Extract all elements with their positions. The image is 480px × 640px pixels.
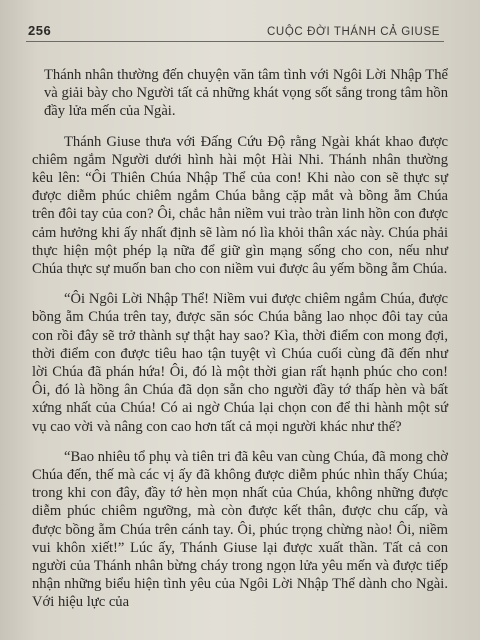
- paragraph: “Bao nhiêu tổ phụ và tiên tri đã kêu van cùng Chúa, đã mong chờ Chúa đến, thế mà các vị ấy đã không được diễm phúc nhìn thấy Chúa; trong khi con đây, đầy tớ hèn mọn nhất của Chúa, không những được diễm phúc chiêm ngưỡng, mà còn được kết thân, được chu cấp, và được bồng ẵm Chúa trên cánh tay. Ôi, phúc trọng chừng nào! Ôi, niềm vui khôn xiết!” Lúc ấy, Thánh Giuse lại được xuất thần. Tất cả con người của Thánh nhân bừng cháy trong ngọn lửa yêu mến và được tiếp nhận những biểu hiện tình yêu của Ngôi Lời Nhập Thể dành cho Ngài. Với hiệu lực của: [32, 448, 448, 611]
- page-number: 256: [28, 23, 52, 38]
- header-rule: [26, 41, 444, 42]
- body-text: [32, 66, 448, 624]
- paragraph: Thánh nhân thường đến chuyện văn tâm tình với Ngôi Lời Nhập Thể và giải bày cho Người tất cả những khát vọng sốt sắng trong tâm hồn đầy lửa mến của Ngài.: [44, 67, 448, 120]
- running-header: [28, 18, 440, 38]
- running-title: CUỘC ĐỜI THÁNH CẢ GIUSE: [267, 26, 440, 38]
- paragraph: “Ôi Ngôi Lời Nhập Thể! Niềm vui được chiêm ngắm Chúa, được bồng ẵm Chúa trên tay, được săn sóc Chúa bằng lao nhọc đôi tay của con rồi đây sẽ trở thành sự thật hay sao? Kìa, thời điểm con mong đợi, thời điểm con được tiêu hao tận tuyệt vì Chúa cuối cùng đã đến như lời Chúa đã phán hứa! Ôi, đó là một thời gian rất hạnh phúc cho con! Ôi, đó là hồng ân Chúa đã dọn sẵn cho người đầy tớ thấp hèn và bất xứng nhất của Chúa! Có ai ngờ Chúa lại chọn con để thi hành một sứ vụ cao vời và nâng con cao hơn tất cả mọi người khác như thế?: [32, 291, 448, 435]
- paragraph: Thánh Giuse thưa với Đấng Cứu Độ rằng Ngài khát khao được chiêm ngắm Người dưới hình hài một Hài Nhi. Thánh nhân thường kêu lên: “Ôi Thiên Chúa Nhập Thể của con! Khi nào con sẽ thực sự được diễm phúc chiêm ngắm Chúa bằng cặp mắt và bồng ẵm Chúa trên đôi tay của con? Ôi, chắc hẳn niềm vui trào tràn linh hồn con được cảm hưởng khi ấy nhất định sẽ làm nó lìa khỏi thân xác này. Chúa phải thực hiện một phép lạ nữa để giữ gìn mạng sống cho con, nếu như Chúa thực sự muốn ban cho con niềm vui được âu yếm bồng ẵm Chúa.: [32, 133, 449, 278]
